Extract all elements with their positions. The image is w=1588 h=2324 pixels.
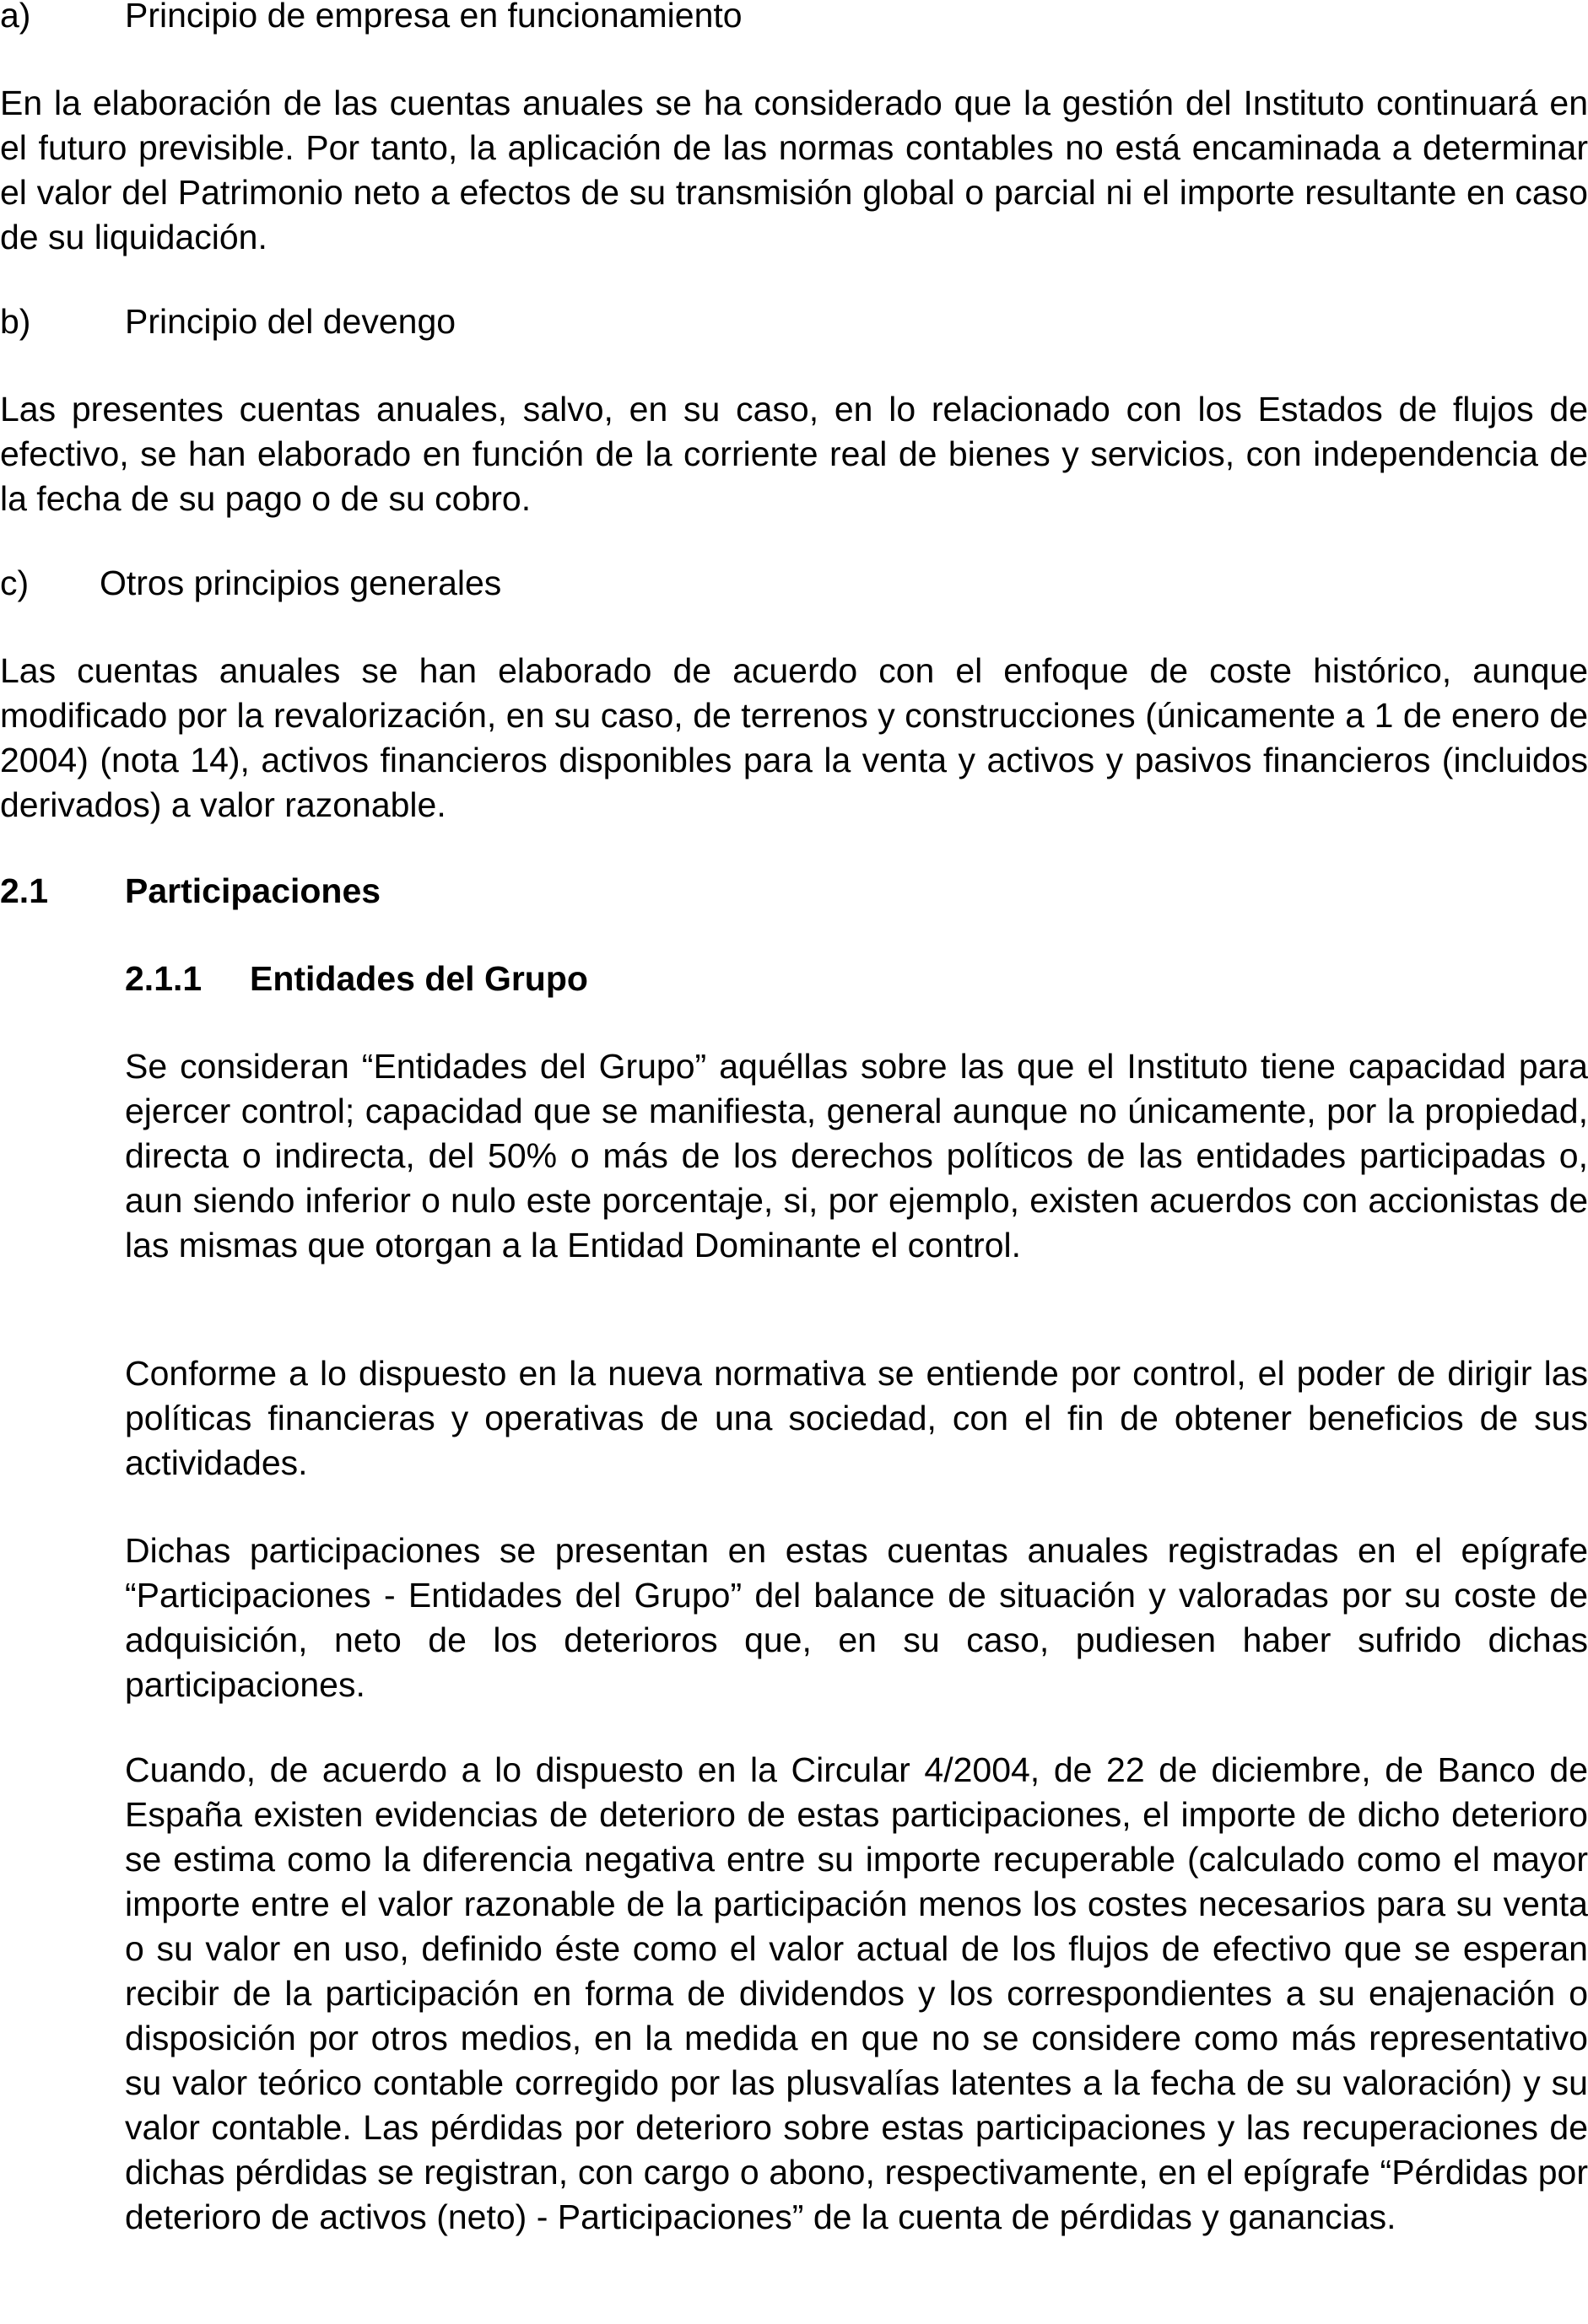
section-2-1-title: Participaciones: [125, 871, 381, 910]
section-b-marker: b): [0, 302, 31, 341]
paragraph-deterioro: Cuando, de acuerdo a lo dispuesto en la Circular 4/2004, de 22 de diciembre, de Banco de España existen evidencias de deterioro de estas participaciones, el importe de dicho deterioro se estima como la diferencia negativa entre su importe recuperable (calculado como el mayor importe entre el valor razonable de la participación menos los costes necesarios para su venta o su valor en uso, definido éste como el valor actual de los flujos de efectivo que se esperan recibir de la participación en forma de dividendos y los correspondientes a su enajenación o disposición por otros medios, en la medida en que no se considere como más representativo su valor teórico contable corregido por las plusvalías latentes a la fecha de su valoración) y su valor contable. Las pérdidas por deterioro sobre estas participaciones y las recuperaciones de dichas pérdidas se registran, con cargo o abono, respectivamente, en el epígrafe “Pérdidas por deterioro de activos (neto) - Participaciones” de la cuenta de pérdidas y ganancias.: [125, 1750, 1588, 2236]
section-2-1-1-heading: [0, 957, 1588, 1001]
section-b-paragraph: Las presentes cuentas anuales, salvo, en su caso, en lo relacionado con los Estados de flujos de efectivo, se han elaborado en función de la corriente real de bienes y servicios, con independencia de la fecha de su pago o de su cobro.: [0, 390, 1588, 518]
section-c-paragraph: Las cuentas anuales se han elaborado de acuerdo con el enfoque de coste histórico, aunque modificado por la revalorización, en su caso, de terrenos y construcciones (únicamente a 1 de enero de 2004) (nota 14), activos financieros disponibles para la venta y activos y pasivos financieros (incluidos derivados) a valor razonable.: [0, 651, 1588, 824]
section-2-1-number: 2.1: [0, 871, 48, 910]
section-a-heading: [0, 0, 1588, 38]
paragraph-control: Conforme a lo dispuesto en la nueva normativa se entiende por control, el poder de dirigir las políticas financieras y operativas de una sociedad, con el fin de obtener beneficios de sus actividades.: [125, 1354, 1588, 1482]
paragraph-entidades-grupo: Se consideran “Entidades del Grupo” aquéllas sobre las que el Instituto tiene capacidad para ejercer control; capacidad que se manifiesta, general aunque no únicamente, por la propiedad, directa o indirecta, del 50% o más de los derechos políticos de las entidades participadas o, aun siendo inferior o nulo este porcentaje, si, por ejemplo, existen acuerdos con accionistas de las mismas que otorgan a la Entidad Dominante el control.: [125, 1047, 1588, 1264]
section-a-title: Principio de empresa en funcionamiento: [125, 0, 743, 35]
section-a-paragraph: En la elaboración de las cuentas anuales se ha considerado que la gestión del Instituto continuará en el futuro previsible. Por tanto, la aplicación de las normas contables no está encaminada a determinar el valor del Patrimonio neto a efectos de su transmisión global o parcial ni el importe resultante en caso de su liquidación.: [0, 84, 1588, 256]
section-a-marker: a): [0, 0, 31, 35]
section-b-title: Principio del devengo: [125, 302, 456, 341]
section-c-marker: c): [0, 563, 30, 602]
section-2-1-heading: [0, 869, 1588, 914]
section-c-title: Otros principios generales: [100, 563, 502, 602]
section-2-1-1-title: Entidades del Grupo: [250, 959, 588, 998]
paragraph-participaciones-registro: Dichas participaciones se presentan en estas cuentas anuales registradas en el epígrafe “Participaciones - Entidades del Grupo” del balance de situación y valoradas por su coste de adquisición, neto de los deterioros que, en su caso, pudiesen haber sufrido dichas participaciones.: [125, 1531, 1588, 1704]
section-2-1-1-number: 2.1.1: [125, 959, 203, 998]
section-b-heading: [0, 299, 1588, 344]
section-c-heading: [0, 561, 1588, 606]
